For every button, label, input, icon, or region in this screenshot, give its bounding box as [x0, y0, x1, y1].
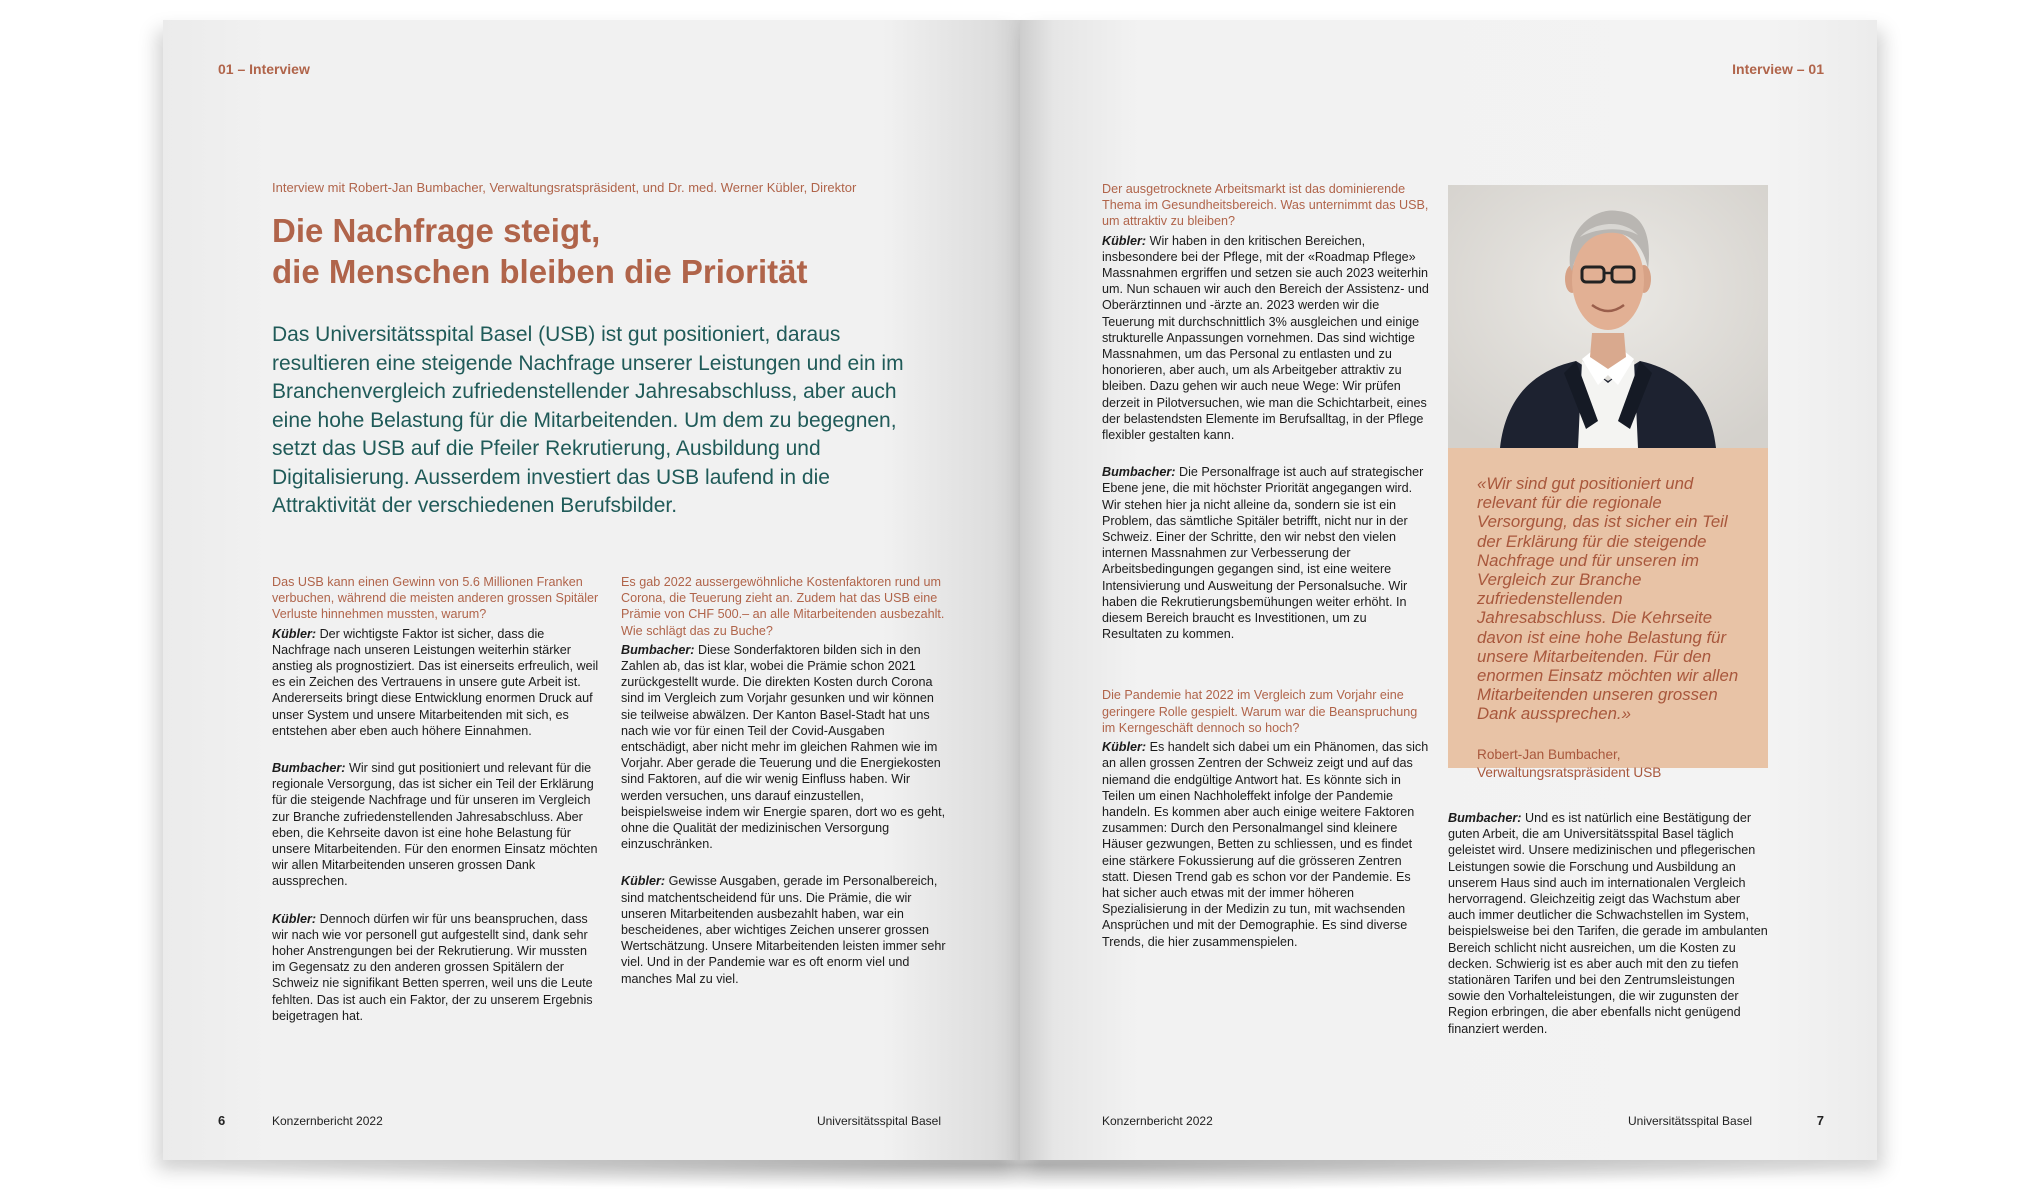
- question: Die Pandemie hat 2022 im Vergleich zum Vorjahr eine geringere Rolle gespielt. Warum war die Beanspruchung im Kerngeschäft dennoch so hoch?: [1102, 688, 1418, 735]
- speaker: Kübler:: [1102, 233, 1147, 248]
- quote-author-name: Robert-Jan Bumbacher,: [1477, 746, 1621, 762]
- right-page: [1020, 20, 1877, 1160]
- answer: [272, 911, 599, 1024]
- left-page: [163, 20, 1020, 1160]
- answer: [1102, 739, 1429, 950]
- page-number-left: 6: [218, 1113, 226, 1128]
- headline-line-1: Die Nachfrage steigt,: [272, 212, 601, 249]
- right-column-1: [1102, 181, 1429, 971]
- footer-org-right: Universitätsspital Basel: [1628, 1114, 1753, 1128]
- interview-kicker: Interview mit Robert-Jan Bumbacher, Verwaltungsratspräsident, und Dr. med. Werner Kübler, Direktor: [272, 180, 857, 195]
- speaker: Kübler:: [1102, 740, 1147, 755]
- speaker: Bumbacher:: [1102, 465, 1176, 480]
- left-column-2: [621, 574, 948, 1008]
- portrait-photo: [1448, 185, 1768, 448]
- answer-text: Es handelt sich dabei um ein Phänomen, das sich an allen grossen Zentren der Schweiz zeigt und auf das niemand die endgültige Antwort hat. Es könnte sich in Teilen um einen Nachholeffekt infolge der Pandemie handeln. Es kommen aber auch einige weitere Faktoren zusammen: Durch den Personalmangel sind kleinere Häuser gezwungen, Betten zu schliessen, und es findet eine stärkere Fokussierung auf die grösseren Zentren statt. Diesen Trend gab es schon vor der Pandemie. Es hat sicher auch etwas mit der immer höheren Spezialisierung in der Medizin zu tun, mit wachsenden Ansprüchen und mit der Demographie. Es sind diverse Trends, die hier zusammenspielen.: [1102, 740, 1429, 949]
- left-column-1: [272, 574, 599, 1045]
- answer: [272, 760, 599, 890]
- headline-line-2: die Menschen bleiben die Priorität: [272, 253, 808, 290]
- answer: [272, 626, 599, 739]
- answer-text: Diese Sonderfaktoren bilden sich in den Zahlen ab, das ist klar, wobei die Prämie schon 2021 zurückgestellt wurde. Die direkten Kosten durch Corona sind im Vergleich zum Vorjahr gesunken und wir können sie teilweise abwälzen. Der Kanton Basel-Stadt hat uns nach wie vor für einen Teil der Covid-Ausgaben entschädigt, aber nicht mehr im gleichen Rahmen wie im Vorjahr. Aber gerade die Teuerung und die Energiekosten sind Faktoren, auf die wir wenig Einfluss haben. Wir werden versuchen, uns darauf einzustellen, beispielsweise indem wir Energie sparen, dort wo es geht, ohne die Qualität der medizinischen Versorgung einzuschränken.: [621, 642, 946, 852]
- quote-author: [1477, 746, 1746, 782]
- footer-report-left: Konzernbericht 2022: [272, 1114, 383, 1128]
- answer: [1102, 233, 1429, 444]
- speaker: Bumbacher:: [1448, 811, 1522, 825]
- answer-text: Der wichtigste Faktor ist sicher, dass die Nachfrage nach unseren Leistungen weiterhin stärker anstieg als prognostiziert. Das ist einerseits erfreulich, weil es ein Zeichen des Vertrauens in unsere gute Arbeit ist. Andererseits bringt diese Entwicklung enormen Druck auf unser System und unsere Mitarbeitenden mit sich, es entstehen aber eben auch höhere Einnahmen.: [272, 626, 599, 738]
- quote-text: «Wir sind gut positioniert und relevant für die regionale Versorgung, das ist sicher ein Teil der Erklärung für die steigende Nachfrage und für unseren im Vergleich zur Branche zufriedenstellenden Jahresabschluss. Die Kehrseite davon ist eine hohe Belastung für unsere Mitarbeitenden. Für den enormen Einsatz möchten wir allen Mitarbeitenden unseren grossen Dank aussprechen.»: [1477, 474, 1739, 724]
- question: Der ausgetrocknete Arbeitsmarkt ist das dominierende Thema im Gesundheitsbereich. Was unternimmt das USB, um attraktiv zu bleiben?: [1102, 182, 1429, 229]
- speaker: Kübler:: [272, 911, 317, 926]
- portrait-illustration: [1448, 185, 1768, 448]
- speaker: Bumbacher:: [621, 642, 695, 657]
- running-head-right: Interview – 01: [1732, 61, 1824, 77]
- footer-report-right: Konzernbericht 2022: [1102, 1114, 1213, 1128]
- lead-paragraph: Das Universitätsspital Basel (USB) ist gut positioniert, daraus resultieren eine steigende Nachfrage unserer Leistungen und ein im Branchenvergleich zufriedenstellender Jahresabschluss, aber auch eine hohe Belastung für die Mitarbeitenden. Um dem zu begegnen, setzt das USB auf die Pfeiler Rekrutierung, Ausbildung und Digitalisierung. Ausserdem investiert das USB laufend in die Attraktivität der verschiedenen Berufsbilder.: [272, 323, 904, 517]
- answer-text: Wir haben in den kritischen Bereichen, insbesondere bei der Pflege, mit der «Roadmap Pflege» Massnahmen ergriffen und setzen sie auch 2023 weiterhin um. Nun schauen wir auch den Bereich der Assistenz- und Oberärztinnen und -ärzte an. 2023 werden wir die Teuerung mit durchschnittlich 3% ausgleichen und einige strukturelle Anpassungen vornehmen. Das sind wichtige Massnahmen, um das Personal zu entlasten und zu honorieren, aber auch, um als Arbeitgeber attraktiv zu bleiben. Dazu gehen wir auch neue Wege: Wir prüfen derzeit in Pilotversuchen, wie man die Schichtarbeit, eines der belastendsten Elemente im Berufsalltag, in der Pflege flexibler gestalten kann.: [1102, 233, 1429, 443]
- running-head-left: 01 – Interview: [218, 61, 310, 77]
- answer-text: Und es ist natürlich eine Bestätigung der guten Arbeit, die am Universitätsspital Basel täglich geleistet wird. Unsere medizinischen und pflegerischen Leistungen sowie die Forschung und Ausbildung an unserem Haus sind auch im internationalen Vergleich hervorragend. Gleichzeitig zeigt das Wachstum aber auch immer deutlicher die Schwachstellen im System, beispielsweise bei den Tarifen, die gerade im ambulanten Bereich schlicht nicht ausreichen, um die Kosten zu decken. Schwierig ist es aber auch mit den zu tiefen stationären Tarifen und bei den Zentrumsleistungen sowie den Vorhalteleistungen, die wir zugunsten der Region erbringen, die aber ebenfalls nicht genügend finanziert werden.: [1448, 811, 1768, 1036]
- question: Das USB kann einen Gewinn von 5.6 Millionen Franken verbuchen, während die meisten anderen grossen Spitäler Verluste hinnehmen mussten, warum?: [272, 575, 599, 622]
- page-number-right: 7: [1816, 1113, 1824, 1128]
- answer-text: Wir sind gut positioniert und relevant für die regionale Versorgung, das ist sicher ein Teil der Erklärung für die steigende Nachfrage und für unseren im Vergleich zur Branche zufriedenstellenden Jahresabschluss. Aber eben, die Kehrseite davon ist eine hohe Belastung für unsere Mitarbeitenden. Für den enormen Einsatz möchten wir allen Mitarbeitenden unseren grossen Dank aussprechen.: [272, 761, 598, 889]
- answer: [621, 642, 948, 853]
- answer: [1448, 810, 1768, 1037]
- answer-text: Die Personalfrage ist auch auf strategischer Ebene jene, die mit höchster Priorität angegangen wird. Wir stehen hier ja nicht alleine da, sondern sie ist ein Problem, das sämtliche Spitäler betrifft, nicht nur in der Schweiz. Einer der Schritte, den wir nebst den vielen internen Massnahmen zur Verbesserung der Arbeitsbedingungen gegangen sind, ist eine weitere Intensivierung und Ausweitung der Personalsuche. Wir haben die Rekrutierungsbemühungen weiter erhöht. In diesem Bereich braucht es Investitionen, um zu Resultaten zu kommen.: [1102, 465, 1424, 642]
- speaker: Kübler:: [272, 626, 317, 641]
- speaker: Bumbacher:: [272, 761, 346, 776]
- footer-org-left: Universitätsspital Basel: [816, 1114, 941, 1128]
- quote-author-role: Verwaltungsratspräsident USB: [1477, 764, 1662, 780]
- right-column-2: [1448, 810, 1768, 1058]
- pull-quote: [1448, 448, 1768, 780]
- answer-text: Gewisse Ausgaben, gerade im Personalbereich, sind matchentscheidend für uns. Die Prämie, die wir unseren Mitarbeitenden ausbezahlt haben, war ein bescheidenes, aber wichtiges Zeichen unserer grossen Wertschätzung. Unsere Mitarbeitenden leisten immer sehr viel. Und in der Pandemie war es oft enorm viel und manches Mal zu viel.: [621, 874, 946, 986]
- answer-text: Dennoch dürfen wir für uns beanspruchen, dass wir nach wie vor personell gut aufgestellt sind, dank sehr hoher Anstrengungen bei der Rekrutierung. Wir mussten im Gegensatz zu den anderen grossen Spitälern der Schweiz nie signifikant Betten sperren, weil uns die Leute fehlten. Das ist auch ein Faktor, der zu unserem Ergebnis beigetragen hat.: [272, 911, 593, 1023]
- answer: [1102, 464, 1429, 642]
- question: Es gab 2022 aussergewöhnliche Kostenfaktoren rund um Corona, die Teuerung zieht an. Zudem hat das USB eine Prämie von CHF 500.– an alle Mitarbeitenden ausbezahlt. Wie schlägt das zu Buche?: [621, 575, 945, 638]
- speaker: Kübler:: [621, 874, 666, 889]
- answer: [621, 873, 948, 986]
- headline: [272, 210, 972, 292]
